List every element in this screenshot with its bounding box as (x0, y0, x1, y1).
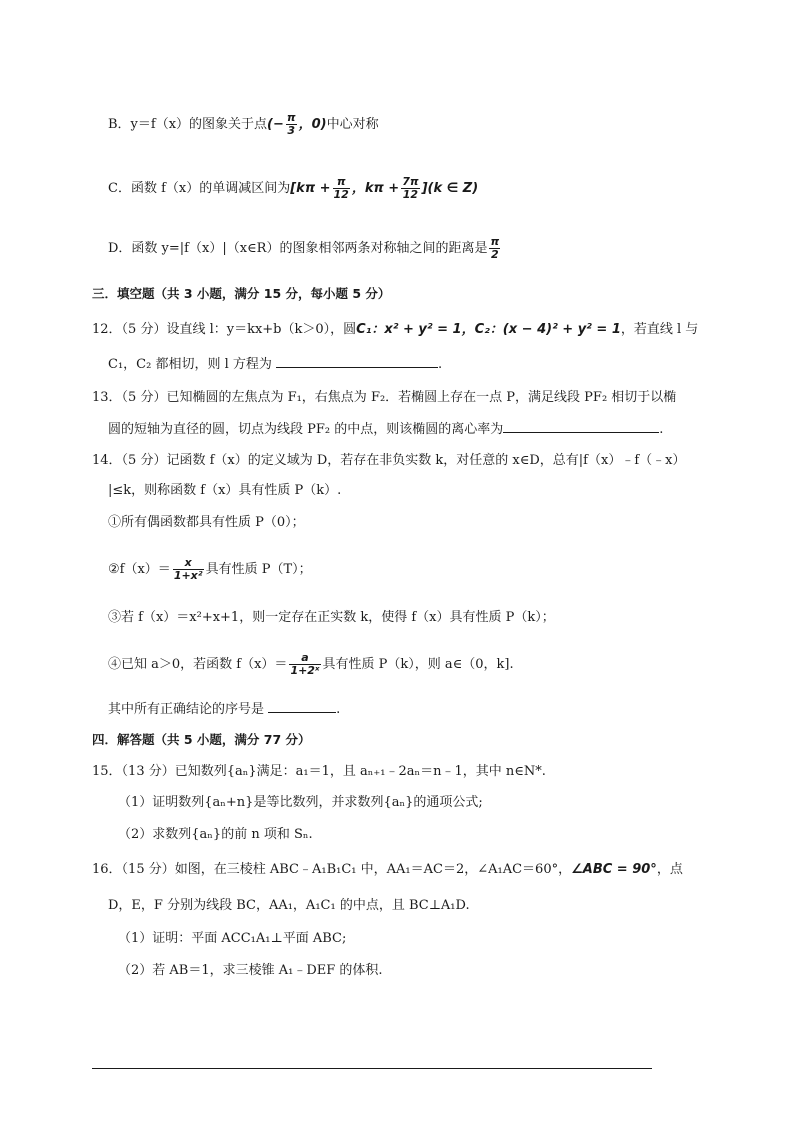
answer-blank-14[interactable] (268, 700, 336, 713)
question-16-line-1 (92, 860, 683, 880)
option-c-fraction-2 (401, 176, 419, 201)
section-4-title: 四．解答题（共 5 小题，满分 77 分） (92, 732, 311, 747)
option-c-math-3: ](k ∈ Z) (421, 181, 479, 196)
question-12-period: . (438, 357, 443, 372)
question-14-item-1: ①所有偶函数都具有性质 P（0）； (108, 515, 305, 530)
fraction-denominator: 2 (490, 248, 499, 261)
answer-blank-13[interactable] (503, 420, 659, 433)
item-4-fraction (289, 652, 320, 677)
item-2-fraction (173, 557, 204, 582)
question-15-line-1: 15．（13 分）已知数列{aₙ}满足：a₁＝1，且 aₙ₊₁﹣2aₙ＝n﹣1，其中 n∈N*. (92, 764, 546, 779)
question-13-period: . (659, 422, 664, 437)
question-14-line-2: |≤k，则称函数 f（x）具有性质 P（k）. (108, 483, 342, 498)
conclusion-period: . (336, 702, 341, 717)
item-2-suffix: 具有性质 P（T）； (205, 562, 312, 577)
question-13-line-1: 13．（5 分）已知椭圆的左焦点为 F₁，右焦点为 F₂．若椭圆上存在一点 P，满足线段 PF₂ 相切于以椭 (92, 390, 677, 405)
question-15-part-2: （2）求数列{aₙ}的前 n 项和 Sₙ. (118, 827, 313, 842)
fraction-numerator: π (286, 111, 296, 124)
option-b-point-close: ，0) (298, 117, 327, 132)
option-b-fraction (286, 112, 297, 137)
fraction-numerator: 7π (402, 175, 419, 188)
question-16-line-2: D，E，F 分别为线段 BC，AA₁，A₁C₁ 的中点，且 BC⊥A₁D. (108, 898, 470, 913)
question-16-part-1: （1）证明：平面 ACC₁A₁⊥平面 ABC; (118, 931, 347, 946)
footer-divider (92, 1068, 652, 1069)
fraction-numerator: x (173, 557, 204, 570)
option-d (108, 236, 502, 261)
question-14-item-3: ③若 f（x）＝x²+x+1，则一定存在正实数 k，使得 f（x）具有性质 P（k）； (108, 610, 555, 625)
section-3-title: 三．填空题（共 3 小题，满分 15 分，每小题 5 分） (92, 286, 391, 301)
option-c-fraction-1 (333, 176, 350, 201)
item-4-suffix: 具有性质 P（k），则 a∈（0，k]. (322, 657, 514, 672)
question-16-part-2: （2）若 AB＝1，求三棱锥 A₁﹣DEF 的体积. (118, 963, 383, 978)
fraction-numerator: a (289, 652, 320, 665)
question-16-text: 16．（15 分）如图，在三棱柱 ABC﹣A₁B₁C₁ 中，AA₁＝AC＝2，∠A₁AC＝60°， (92, 862, 572, 877)
question-13-prompt: 圆的短轴为直径的圆，切点为线段 PF₂ 的中点，则该椭圆的离心率为 (108, 422, 504, 437)
question-16-angle: ∠ABC = 90° (571, 862, 657, 877)
option-b (108, 112, 379, 137)
fraction-numerator: π (333, 176, 350, 189)
question-12-text: 12．（5 分）设直线 l：y＝kx+b（k＞0），圆 (92, 322, 357, 337)
answer-blank-12[interactable] (276, 355, 438, 368)
option-b-point-open: (− (267, 117, 284, 132)
question-12-text-end: ，若直线 l 与 (620, 322, 699, 337)
fraction-denominator: 3 (287, 124, 296, 137)
question-12-line-2 (108, 355, 442, 375)
question-14-line-1: 14．（5 分）记函数 f（x）的定义域为 D，若存在非负实数 k，对任意的 x∈D，总有|f（x）﹣f（﹣x） (92, 453, 686, 468)
question-14-item-2 (108, 557, 312, 582)
item-2-prefix: ②f（x）＝ (108, 562, 171, 577)
option-b-text: B．y＝f（x）的图象关于点 (108, 117, 268, 132)
option-b-suffix: 中心对称 (326, 117, 379, 132)
question-14-item-4 (108, 652, 514, 677)
fraction-denominator: 12 (333, 188, 349, 201)
question-16-text-end: ，点 (656, 862, 683, 877)
option-c-text: C．函数 f（x）的单调减区间为 (108, 181, 291, 196)
option-c-math-2: ，kπ + (351, 181, 400, 196)
option-c (108, 176, 478, 201)
question-12-circles: C₁：x² + y² = 1，C₂：(x − 4)² + y² = 1 (356, 322, 621, 337)
option-c-math-1: [kπ + (290, 181, 331, 196)
conclusion-text: 其中所有正确结论的序号是 (108, 702, 265, 717)
fraction-denominator: 1+2ˣ (290, 664, 320, 677)
question-12-line-1 (92, 320, 698, 340)
question-12-prompt: C₁，C₂ 都相切，则 l 方程为 (108, 357, 272, 372)
option-d-text: D．函数 y=|f（x）|（x∈R）的图象相邻两条对称轴之间的距离是 (108, 241, 488, 256)
question-14-conclusion (108, 700, 340, 720)
fraction-denominator: 12 (402, 188, 419, 201)
question-15-part-1: （1）证明数列{aₙ+n}是等比数列，并求数列{aₙ}的通项公式; (118, 795, 483, 810)
item-4-prefix: ④已知 a＞0，若函数 f（x）＝ (108, 657, 288, 672)
option-d-fraction (489, 236, 500, 261)
fraction-numerator: π (490, 235, 500, 248)
question-13-line-2 (108, 420, 663, 440)
fraction-denominator: 1+x² (173, 569, 203, 582)
